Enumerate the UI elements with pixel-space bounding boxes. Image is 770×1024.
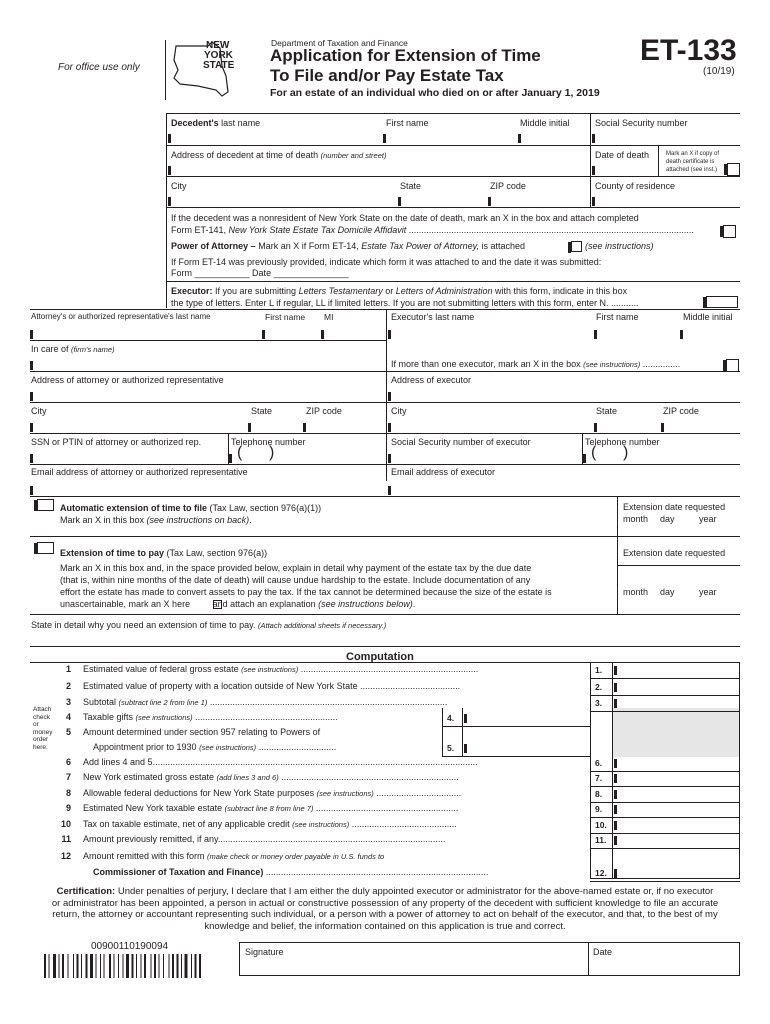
pay-extension-line4: unascertainable, mark an X here and attach an explanation (see instructions below). (60, 599, 416, 609)
barcode-bar (118, 954, 119, 978)
nonresident-checkbox[interactable] (723, 225, 736, 238)
attorney-city-field[interactable] (30, 423, 33, 432)
form-subtitle: For an estate of an individual who died on or after January 1, 2019 (270, 87, 600, 99)
computation-line-number: 4 (65, 712, 71, 722)
executor-email-field[interactable] (388, 486, 391, 495)
executor-last-name-field[interactable] (388, 330, 391, 339)
barcode-bar (53, 954, 56, 978)
decedent-first-name-label: First name (386, 118, 429, 128)
death-certificate-checkbox[interactable] (727, 163, 740, 176)
barcode-bar (81, 954, 82, 978)
certification-text: Certification: Under penalties of perjury, I declare that I am either the duly appointed executor or administrator for the above-named estate or, if no executor or administrator has been appointed, a person in actual or constructive possession of any property of the decedent with sufficient knowledge to file an accurate return, the attorney or accountant representing such individual, or a person with a power of attorney to act on behalf of the executor, and that, to the best of my knowledge and belief, the information contained on this application is true and correct. (51, 886, 719, 932)
pay-extension-line3: effort the estate has made to convert assets to pay the tax. If the tax cannot be determined because the size of the estate is (60, 587, 552, 597)
computation-amount-field[interactable] (614, 836, 617, 845)
state-detail-label: State in detail why you need an extension of time to pay. (Attach additional sheets if necessary.) (31, 620, 387, 630)
barcode-bar (177, 954, 179, 978)
executor-city-field[interactable] (388, 423, 391, 432)
computation-box-label: 8. (595, 789, 603, 799)
auto-year-label: year (699, 514, 717, 524)
attorney-email-label: Email address of attorney or authorized representative (31, 467, 248, 477)
county-of-residence-label: County of residence (595, 181, 676, 191)
pay-extension-line1: Mark an X in this box and, in the space provided below, explain in detail why payment of the estate tax by the due date (60, 563, 532, 573)
rule (590, 711, 740, 712)
barcode-bar (126, 954, 129, 978)
computation-line-text: Estimated New York taxable estate (subtract line 8 from line 7) ......................................................... (83, 803, 459, 813)
computation-line-number: 6 (65, 757, 71, 767)
date-of-death-field[interactable] (592, 166, 595, 175)
logo-text-new: NEW (206, 40, 230, 51)
executor-first-name-field[interactable] (594, 330, 597, 339)
more-than-one-executor: If more than one executor, mark an X in the box (see instructions) ............... (391, 359, 681, 369)
header-divider (165, 40, 166, 100)
death-certificate-note: Mark an X if copy of death certificate is attached (see inst.) (666, 151, 720, 173)
rule (590, 833, 740, 834)
signature-box[interactable] (239, 942, 740, 976)
decedent-first-name-field[interactable] (383, 134, 386, 143)
computation-line-number: 2 (65, 681, 71, 691)
rule (590, 695, 740, 696)
computation-line-text: Commissioner of Taxation and Finance) ......................................................................................... (93, 867, 489, 877)
poa-instructions-note: (see instructions) (585, 241, 654, 251)
rule (386, 309, 387, 481)
barcode-bar (90, 954, 93, 978)
decedent-state-label: State (400, 181, 422, 191)
barcode-bar (185, 954, 188, 978)
executor-address-label: Address of executor (391, 375, 472, 385)
pay-extension-title: Extension of time to pay (Tax Law, section 976(a)) (60, 548, 268, 558)
rule (166, 113, 740, 114)
executor-address-field[interactable] (388, 392, 391, 401)
computation-line-number: 5 (65, 727, 71, 737)
executor-letters-line1: Executor: If you are submitting Letters Testamentary or Letters of Administration with this form, indicate in this box (171, 286, 628, 296)
barcode-bar (159, 954, 160, 978)
computation-line-text: Amount determined under section 957 relating to Powers of (83, 727, 321, 737)
attorney-email-field[interactable] (30, 486, 33, 495)
computation-amount-field[interactable] (464, 744, 467, 753)
rule (590, 848, 740, 849)
rule (30, 340, 386, 341)
barcode-bar (77, 954, 79, 978)
executor-telephone-label: Telephone number (585, 437, 660, 447)
executor-last-name-label: Executor's last name (391, 312, 475, 322)
computation-box-label: 4. (447, 713, 455, 723)
in-care-of-label: In care of (firm's name) (31, 344, 115, 354)
attorney-zip-label: ZIP code (306, 406, 342, 416)
computation-line-number: 8 (65, 788, 71, 798)
decedent-address-field[interactable] (168, 166, 171, 175)
auto-extension-date-label: Extension date requested (623, 502, 726, 512)
signature-label: Signature (245, 947, 284, 957)
decedent-last-name-label: Decedent's last name (171, 118, 261, 128)
attorney-first-name-field[interactable] (262, 330, 265, 339)
barcode-bar (169, 954, 170, 978)
computation-line-text: Add lines 4 and 5.................................................................................................................................. (83, 757, 478, 767)
rule (590, 678, 740, 679)
rule (590, 881, 740, 882)
rule (658, 145, 659, 176)
computation-line-number: 11 (61, 834, 71, 844)
attorney-ssn-label: SSN or PTIN of attorney or authorized rep. (31, 437, 202, 447)
executor-ssn-field[interactable] (388, 454, 391, 463)
attach-check-note: Attach check or money order here. (33, 706, 53, 751)
rule (30, 614, 740, 615)
computation-line-number: 3 (65, 697, 71, 707)
decedent-zip-label: ZIP code (490, 181, 526, 191)
pay-extension-line2: (that is, within nine months of the date of death) will cause undue hardship to the estate. Include documentation of any (60, 575, 531, 585)
barcode-bar (195, 954, 197, 978)
barcode-bar (59, 954, 60, 978)
computation-line-number: 10 (60, 819, 71, 829)
rule (30, 496, 740, 497)
executor-letters-line2: the type of letters. Enter L if regular, LL if limited letters. If you are not submitting letters with this form, enter N. ........... (171, 298, 639, 308)
barcode-bar (100, 954, 101, 978)
rule (30, 309, 740, 310)
automatic-extension-title: Automatic extension of time to file (Tax Law, section 976(a)(1)) (60, 503, 322, 513)
county-field[interactable] (592, 197, 595, 206)
executor-state-field[interactable] (594, 423, 597, 432)
nonresident-instruction: If the decedent was a nonresident of New York State on the date of death, mark an X in the box and attach completed (171, 213, 639, 223)
executor-city-label: City (391, 406, 407, 416)
barcode-bar (49, 954, 50, 978)
computation-line-text: Estimated value of federal gross estate (see instructions) ....................................................................... (83, 664, 479, 674)
pay-day-label: day (660, 587, 675, 597)
et14-previous-line: If Form ET-14 was previously provided, indicate which form it was attached to and the date it was submitted: (171, 257, 602, 267)
decedent-ssn-field[interactable] (592, 134, 595, 143)
attorney-last-name-field[interactable] (30, 330, 33, 339)
form-revision: (10/19) (703, 66, 735, 77)
department-label: Department of Taxation and Finance (271, 38, 408, 48)
rule (617, 565, 740, 566)
barcode-bar (62, 954, 64, 978)
attorney-telephone-label: Telephone number (231, 437, 306, 447)
attorney-zip-field[interactable] (303, 423, 306, 432)
power-of-attorney-line: Power of Attorney – Mark an X if Form ET-14, Estate Tax Power of Attorney, is attached (171, 241, 525, 251)
barcode-bar (151, 954, 152, 978)
decedent-middle-initial-label: Middle initial (520, 118, 570, 128)
rule (30, 536, 740, 537)
barcode-bar (163, 954, 164, 978)
barcode-bar (86, 954, 88, 978)
computation-amount-field[interactable] (614, 790, 617, 799)
barcode-bar (199, 954, 201, 978)
computation-box-label: 11. (595, 835, 607, 845)
computation-box-label: 6. (595, 758, 603, 768)
attorney-telephone-open-paren: ( (237, 444, 243, 461)
attorney-city-label: City (31, 406, 47, 416)
computation-amount-field[interactable] (614, 683, 617, 692)
attorney-address-label: Address of attorney or authorized representative (31, 375, 224, 385)
decedent-city-label: City (171, 181, 187, 191)
rule (590, 817, 740, 818)
computation-line-text: Allowable federal deductions for New York State purposes (see instructions) .................................. (83, 788, 462, 798)
form-id: ET-133 (640, 34, 737, 67)
computation-line-number: 9 (65, 803, 71, 813)
executor-middle-initial-label: Middle initial (683, 312, 733, 322)
rule (166, 145, 740, 146)
form-title-line1: Application for Extension of Time (270, 46, 541, 65)
computation-title: Computation (346, 651, 414, 663)
computation-line-text: Amount previously remitted, if any........................................................................................... (83, 834, 446, 844)
computation-line-text: Appointment prior to 1930 (see instructions) ............................... (93, 742, 337, 752)
executor-ssn-label: Social Security number of executor (391, 437, 531, 447)
rule (166, 176, 740, 177)
computation-amount-field[interactable] (614, 699, 617, 708)
barcode-bar (132, 954, 134, 978)
rule (617, 496, 618, 536)
rule (166, 207, 740, 208)
computation-amount-field[interactable] (614, 774, 617, 783)
decedent-state-field[interactable] (398, 197, 401, 206)
computation-line-number: 12 (60, 851, 71, 861)
rule (30, 646, 740, 647)
executor-telephone-open-paren: ( (591, 444, 597, 461)
decedent-city-field[interactable] (168, 197, 171, 206)
barcode-number: 00900110190094 (91, 941, 169, 952)
computation-line-text: Estimated value of property with a location outside of New York State ........................................ (83, 681, 461, 691)
letters-type-box[interactable] (706, 296, 738, 308)
attorney-address-field[interactable] (30, 392, 33, 401)
attorney-mi-field[interactable] (321, 330, 324, 339)
computation-box-label: 3. (595, 698, 603, 708)
barcode-image (44, 954, 234, 978)
form-title-line2: To File and/or Pay Estate Tax (270, 66, 504, 85)
pay-extension-date-label: Extension date requested (623, 548, 726, 558)
computation-line-number: 1 (65, 664, 71, 674)
barcode-bar (144, 954, 146, 978)
rule (590, 786, 740, 787)
computation-amount-field[interactable] (464, 714, 467, 723)
logo-text-state: STATE (203, 60, 235, 71)
attorney-last-name-label: Attorney's or authorized representative's last name (31, 312, 211, 321)
decedent-address-label: Address of decedent at time of death (number and street) (171, 150, 387, 160)
pay-month-label: month (623, 587, 649, 597)
barcode-bar (109, 954, 111, 978)
barcode-bar (96, 954, 97, 978)
computation-box-label: 10. (595, 820, 607, 830)
computation-line-text: Tax on taxable estimate, net of any applicable credit (see instructions) .......................................... (83, 819, 457, 829)
shaded-area (613, 708, 739, 757)
executor-zip-label: ZIP code (663, 406, 699, 416)
executor-state-label: State (596, 406, 618, 416)
executor-first-name-label: First name (596, 312, 639, 322)
date-label: Date (593, 947, 613, 957)
attorney-first-name-label: First name (265, 312, 306, 322)
rule (30, 433, 740, 434)
computation-amount-field[interactable] (614, 821, 617, 830)
computation-box-label: 5. (447, 743, 455, 753)
rule (30, 464, 740, 465)
barcode-bar (104, 954, 105, 978)
automatic-extension-instruction: Mark an X in this box (see instructions on back). (60, 515, 252, 525)
computation-line-text: Amount remitted with this form (make check or money order payable in U.S. funds to (83, 851, 385, 861)
attorney-telephone-field[interactable] (229, 454, 232, 463)
barcode-bar (73, 954, 74, 978)
barcode-bar (154, 954, 156, 978)
rule (166, 113, 167, 308)
office-use-label: For office use only (58, 62, 140, 73)
nonresident-form-line: Form ET-141, New York State Estate Tax Domicile Affidavit .................................................................................................................. (171, 225, 694, 235)
barcode-bar (141, 954, 142, 978)
attorney-telephone-close-paren: ) (269, 444, 275, 461)
attorney-mi-label: MI (324, 312, 334, 322)
auto-month-label: month (623, 514, 649, 524)
computation-line-number: 7 (65, 772, 71, 782)
logo-text-york: YORK (204, 50, 233, 61)
executor-telephone-field[interactable] (583, 454, 586, 463)
barcode-bar (68, 954, 69, 978)
attorney-state-label: State (251, 406, 273, 416)
rule (30, 402, 740, 403)
computation-amount-field[interactable] (614, 759, 617, 768)
computation-box-label: 7. (595, 773, 603, 783)
automatic-extension-checkbox[interactable] (37, 499, 54, 511)
computation-amount-field[interactable] (614, 869, 617, 878)
rule (166, 281, 740, 282)
decedent-ssn-label: Social Security number (595, 118, 688, 128)
barcode-bar (114, 954, 115, 978)
unascertainable-checkbox[interactable] (213, 600, 222, 609)
computation-box-label: 1. (595, 665, 603, 675)
pay-extension-checkbox[interactable] (37, 542, 54, 554)
barcode-bar (136, 954, 137, 978)
barcode-bar (191, 954, 192, 978)
et14-form-date-line: Form ___________ Date _______________ (171, 268, 349, 278)
computation-box-label: 9. (595, 804, 603, 814)
executor-telephone-close-paren: ) (623, 444, 629, 461)
barcode-bar (181, 954, 182, 978)
auto-day-label: day (660, 514, 675, 524)
computation-line-text: New York estimated gross estate (add lines 3 and 6) ....................................................................... (83, 772, 459, 782)
rule (590, 878, 740, 879)
date-of-death-label: Date of death (595, 150, 650, 160)
computation-line-text: Subtotal (subtract line 2 from line 1) ............................................................................................... (83, 697, 448, 707)
barcode-bar (123, 954, 124, 978)
decedent-middle-initial-field[interactable] (518, 134, 521, 143)
rule (617, 536, 618, 614)
rule (30, 371, 740, 372)
executor-zip-field[interactable] (661, 423, 664, 432)
pay-year-label: year (699, 587, 717, 597)
computation-box-label: 12. (595, 868, 607, 878)
computation-line-text: Taxable gifts (see instructions) ......................................................... (83, 712, 338, 722)
barcode-bar (172, 954, 174, 978)
rule (588, 942, 589, 976)
attorney-state-field[interactable] (248, 423, 251, 432)
rule (30, 662, 740, 663)
rule (590, 802, 740, 803)
computation-amount-field[interactable] (614, 666, 617, 675)
rule (590, 771, 740, 772)
executor-email-label: Email address of executor (391, 467, 496, 477)
computation-amount-field[interactable] (614, 805, 617, 814)
decedent-last-name-field[interactable] (168, 134, 171, 143)
barcode-bar (44, 954, 46, 978)
executor-middle-initial-field[interactable] (680, 330, 683, 339)
attorney-ssn-field[interactable] (30, 454, 33, 463)
decedent-zip-field[interactable] (488, 197, 491, 206)
rule (590, 113, 591, 207)
poa-checkbox[interactable] (571, 241, 582, 252)
computation-box-label: 2. (595, 682, 603, 692)
in-care-of-field[interactable] (30, 361, 33, 370)
